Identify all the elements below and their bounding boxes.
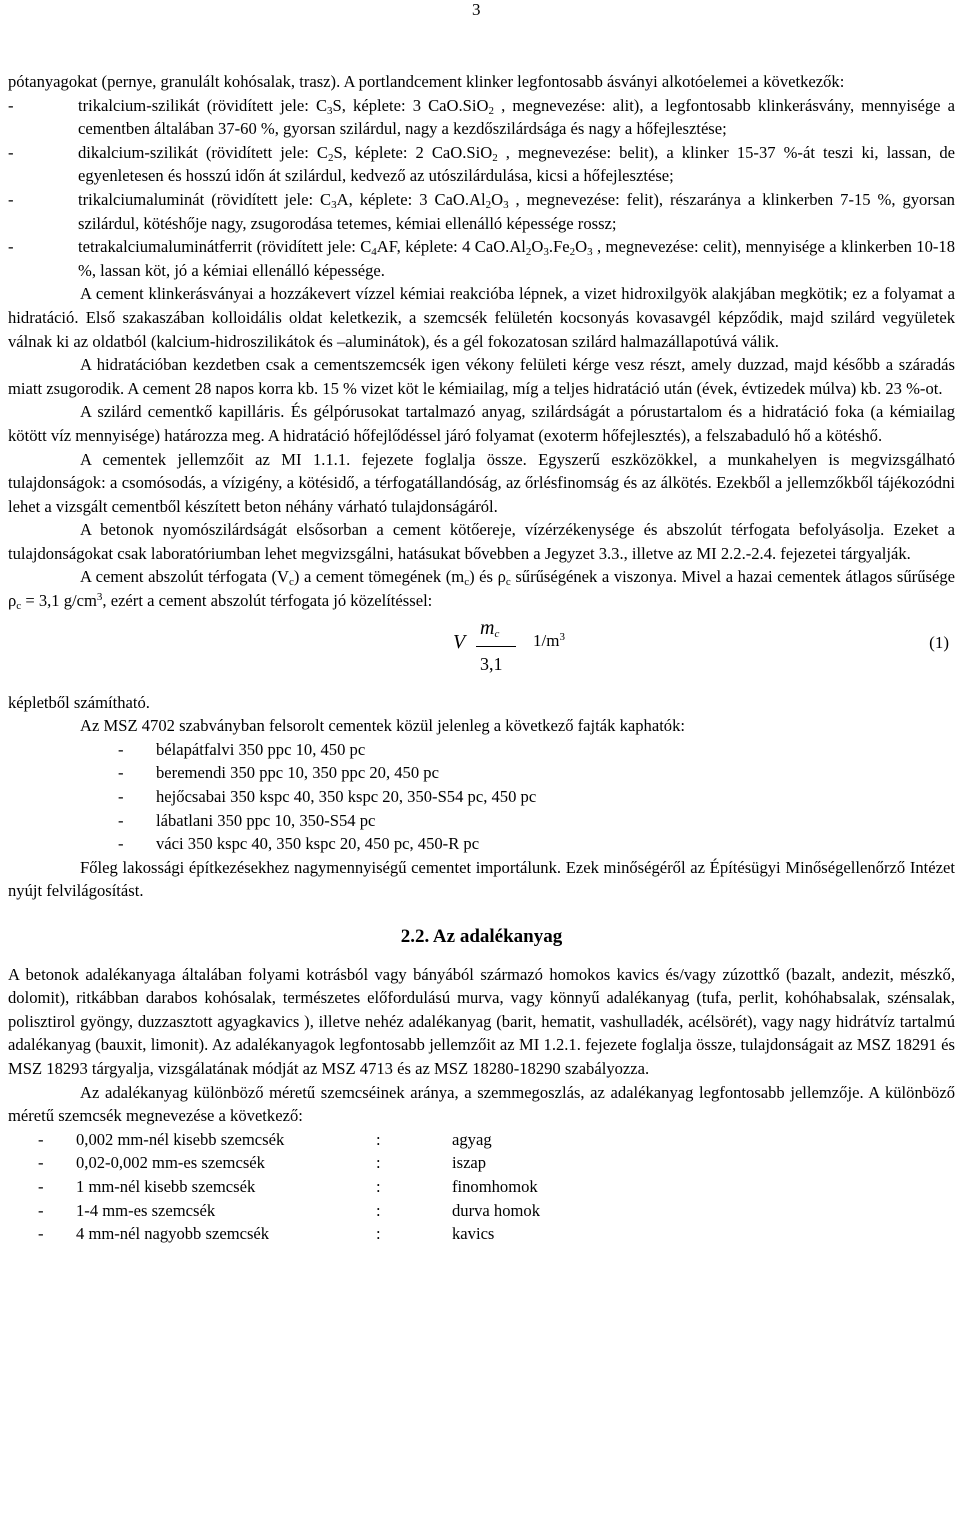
formula-denominator: 3,1 xyxy=(480,653,503,674)
list-dash: - xyxy=(8,95,14,115)
list-dash: - xyxy=(8,189,14,209)
paragraph: A cementek jellemzőit az MI 1.1.1. fejezete foglalja össze. Egyszerű eszközökkel, a munkahelyen is megvizsgálható tulajdonságok: a csomósodás, a vízigény, a kötésidő, a térfogatállandóság, az őrlésfinomság és az álkötés. Ezekből a jellemzőkből tájékozódni lehet a vizsgált cementből készített beton néhány várható tulajdonságáról. xyxy=(8,449,955,516)
paragraph: A hidratációban kezdetben csak a cementszemcsék igen vékony felületi kérge vesz részt, amely duzzad, majd később a száradás miatt zsugorodik. A cement 28 napos korra kb. 15 % vizet köt le kémiailag, míg a teljes hidratáció után (évek, évtizedek múlva) kb. 23 %-ot. xyxy=(8,355,955,398)
list-item: - beremendi 350 ppc 10, 350 ppc 20, 450 pc xyxy=(118,761,955,785)
paragraph: A cement klinkerásványai a hozzákevert vízzel kémiai reakcióba lépnek, a vizet hidroxilgyök alakjában megkötik; ez a folyamat a hidratáció. Első szakaszában kolloidális oldat keletkezik, a szemcsék felületén kocsonyás kovasavgél képződik, majd szilárd vegyületek válnak ki az oldatból (kalcium-hidroszilikátok és –aluminátok), és a gél fokozatosan szilárd halmazállapotúvá válik. xyxy=(8,284,955,351)
grain-size-row: - 0,002 mm-nél kisebb szemcsék : agyag xyxy=(38,1129,492,1149)
paragraph: A betonok adalékanyaga általában folyami kotrásból vagy bányából származó homokos kavics és/vagy zúzottkő (bazalt, andezit, mészkő, dolomit), ritkábban darabos kohósalak, természetes előfordulású murva, vagy könnyű adalékanyag (tufa, perlit, kohóhabsalak, szénsalak, polisztirol gyöngy, duzzasztott agyagkavics ), illetve nehéz adalékanyag (barit, hematit, vashulladék, acélsörét), vagy nagy hidrátvíz tartalmú adalékanyag (bauxit, limonit). Az adalékanyagok legfontosabb jellemzőit az MI 1.2.1. fejezete foglalja össze, tulajdonságait az MSZ 18291 és MSZ 18293 tárgyalja, vizsgálatának módját az MSZ 4713 és az MSZ 18280-18290 szabályozza. xyxy=(8,964,955,1078)
page-content xyxy=(8,70,955,1246)
cement-type: beremendi 350 ppc 10, 350 ppc 20, 450 pc xyxy=(156,763,439,783)
section-heading: 2.2. Az adalékanyag xyxy=(400,926,563,947)
grain-size-row: - 1-4 mm-es szemcsék : durva homok xyxy=(38,1200,541,1220)
cement-type: bélapátfalvi 350 ppc 10, 450 pc xyxy=(156,739,366,759)
cement-type: hejőcsabai 350 kspc 40, 350 kspc 20, 350-S54 pc, 450 pc xyxy=(156,787,537,807)
list-dash: - xyxy=(8,142,14,162)
formula-lhs: V xyxy=(453,630,466,653)
paragraph: képletből számítható. xyxy=(8,692,150,712)
grain-size-row: - 4 mm-nél nagyobb szemcsék : kavics xyxy=(38,1224,495,1244)
list-item-trikalcium-szilikat xyxy=(8,94,955,141)
cement-type: váci 350 kspc 40, 350 kspc 20, 450 pc, 450-R pc xyxy=(156,834,480,854)
list-item-text: tetrakalciumaluminátferrit (rövidített jele: $C_4AF$, képlete: 4 $CaO.Al_2O_3.Fe_2O_3$ , megnevezése: celit), mennyisége a klinkerben 10-18 %, lassan köt, jó a kémiai ellenálló képessége. xyxy=(78,237,956,280)
list-item-tetrakalciumaluminatferrit xyxy=(8,235,955,282)
list-item-trikalciumaluminat xyxy=(8,188,955,235)
cement-type: lábatlani 350 ppc 10, 350-S54 pc xyxy=(156,810,376,830)
formula-1 xyxy=(8,613,955,691)
paragraph: Az MSZ 4702 szabványban felsorolt cementek közül jelenleg a következő fajták kaphatók: xyxy=(80,716,686,736)
grain-size-row: - 0,02-0,002 mm-es szemcsék : iszap xyxy=(38,1153,487,1173)
formula-unit: $1/m^3$ xyxy=(533,630,565,650)
list-item: - lábatlani 350 ppc 10, 350-S54 pc xyxy=(118,809,955,833)
paragraph: Főleg lakossági építkezésekhez nagymennyiségű cementet importálunk. Ezek minőségéről az Építésügyi Minőségellenőrző Intézet nyújt felvilágosítást. xyxy=(8,857,955,901)
page-number: 3 xyxy=(472,0,481,19)
paragraph-volume: A cement abszolút térfogata $(V_c)$ a cement tömegének $(m_c)$ és $\rho_c$ sűrűségének a viszonya. Mivel a hazai cementek átlagos sűrűsége $\rho_c = 3,1$ $g/cm^3$, ezért a cement abszolút térfogata jó közelítéssel: xyxy=(8,567,955,613)
paragraph: A betonok nyomószilárdságát elsősorban a cement kötőereje, vízérzékenysége és abszolút térfogata befolyásolja. Ezeket a tulajdonságokat csak laboratóriumban lehet megvizsgálni, hatásukat bővebben a Jegyzet 3.3., illetve az MI 2.2.-2.4. fejezetei tárgyalják. xyxy=(8,520,955,563)
paragraph: Az adalékanyag különböző méretű szemcséinek aránya, a szemmegoszlás, az adalékanyag legfontosabb jellemzője. A különböző méretű szemcsék megnevezése a következő: xyxy=(8,1082,955,1126)
list-dash: - xyxy=(8,237,14,257)
list-item-text: trikalcium-szilikát (rövidített jele: $C_3S$, képlete: 3 CaO.SiO$_2$ , megnevezése: alit), a legfontosabb klinkerásvány, mennyisége a cementben általában 37-60 %, gyorsan szilárdul, nagy a kezdőszilárdsága és nagy a hőfejlesztése; xyxy=(78,95,955,139)
list-item: - váci 350 kspc 40, 350 kspc 20, 450 pc, 450-R pc xyxy=(118,832,955,856)
formula-numerator: $m_c$ xyxy=(480,616,500,640)
fraction-bar xyxy=(476,646,516,647)
paragraph: A szilárd cementkő kapilláris. És gélpórusokat tartalmazó anyag, szilárdságát a pórustartalom és a hidratáció foka (a kémiailag kötött víz mennyisége) határozza meg. A hidratáció hőfejlődéssel járó folyamat (exoterm hőfejlesztés), a felszabaduló hő a kötéshő. xyxy=(8,402,955,445)
grain-size-row: - 1 mm-nél kisebb szemcsék : finomhomok xyxy=(38,1176,538,1196)
list-item-text: trikalciumaluminát (rövidített jele: $C_3A$, képlete: 3 $CaO.Al_2O_3$ , megnevezése: felit), részaránya a klinkerben 7-15 %, gyorsan szilárdul, kötéshője nagy, zsugorodása tetemes, kémiai ellenálló képessége rossz; xyxy=(78,189,955,233)
list-item: - bélapátfalvi 350 ppc 10, 450 pc xyxy=(118,738,955,762)
equation-number: (1) xyxy=(929,632,949,652)
list-item: - hejőcsabai 350 kspc 40, 350 kspc 20, 350-S54 pc, 450 pc xyxy=(118,785,955,809)
list-item-dikalcium-szilikat xyxy=(8,141,955,188)
paragraph: pótanyagokat (pernye, granulált kohósalak, trasz). A portlandcement klinker legfontosabb ásványi alkotóelemei a következők: xyxy=(8,72,845,91)
list-item-text: dikalcium-szilikát (rövidített jele: $C_2S$, képlete: 2 CaO.SiO$_2$ , megnevezése: belit), a klinker 15-37 %-át teszi ki, lassan, de egyenletesen és hosszú időn át szilárdul, kedvező az utószilárdulása, kicsi a hőfejlesztése; xyxy=(78,142,955,186)
